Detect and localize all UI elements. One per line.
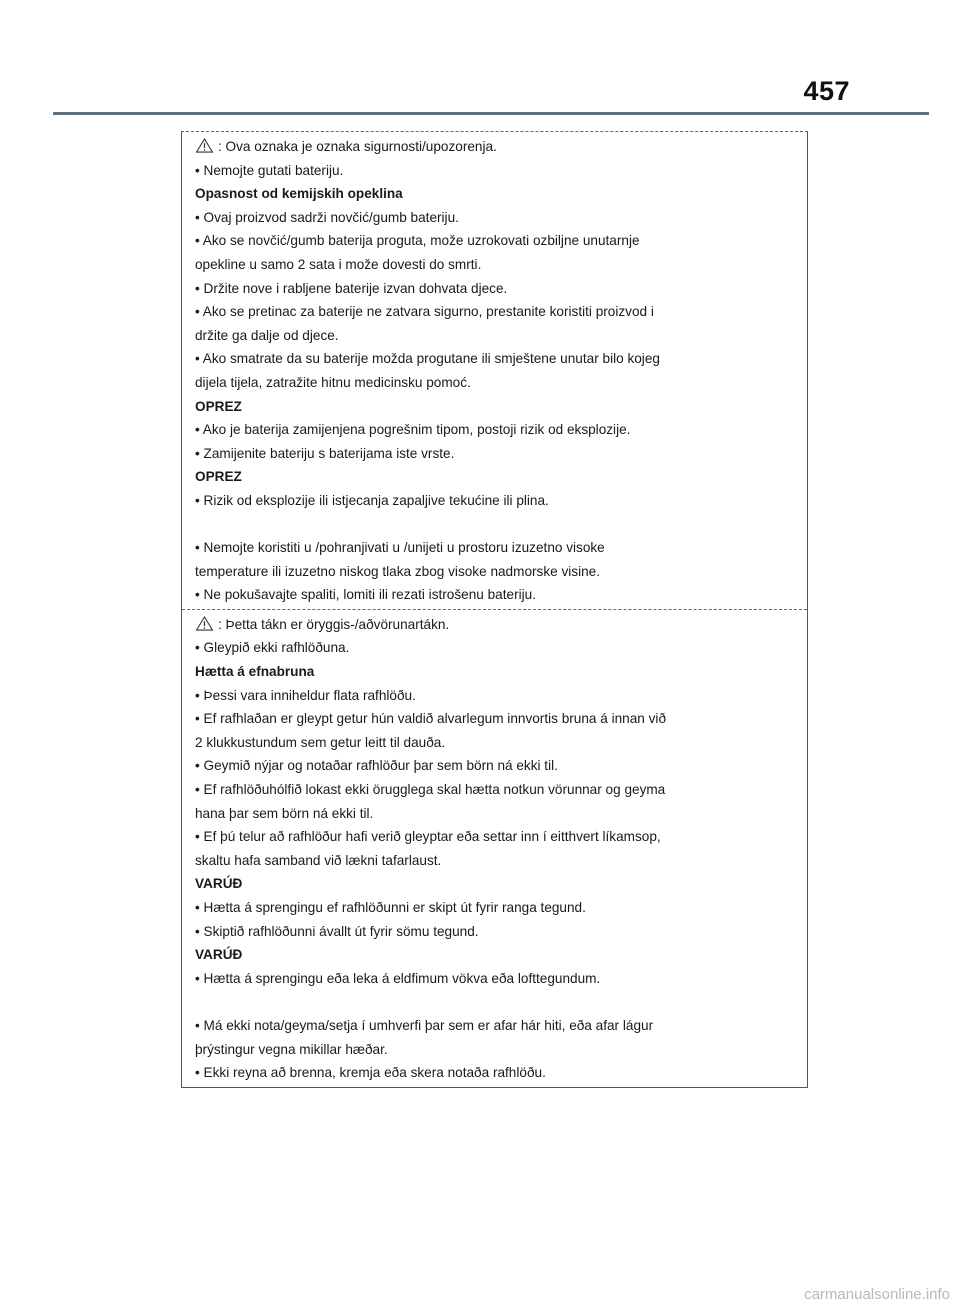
blank-line <box>195 990 797 1014</box>
body-line: • Ekki reyna að brenna, kremja eða skera notaða rafhlöðu. <box>195 1065 546 1081</box>
symbol-definition-text: : Þetta tákn er öryggis-/aðvörunartákn. <box>218 616 450 632</box>
section-heading: VARÚÐ <box>195 947 243 963</box>
warning-triangle-icon <box>195 616 214 631</box>
symbol-definition-text: : Ova oznaka je oznaka sigurnosti/upozorenja. <box>218 139 497 154</box>
page-number: 457 <box>803 76 850 106</box>
body-line: temperature ili izuzetno niskog tlaka zbog visoke nadmorske visine. <box>195 563 600 579</box>
body-line: • Držite nove i rabljene baterije izvan dohvata djece. <box>195 280 508 296</box>
battery-warning-box <box>181 131 808 1088</box>
body-line: • Ef rafhlaðan er gleypt getur hún valdið alvarlegum innvortis bruna á innan við <box>195 711 667 727</box>
body-line: • Hætta á sprengingu ef rafhlöðunni er skipt út fyrir ranga tegund. <box>195 900 586 915</box>
croatian-warning-section <box>182 132 807 609</box>
body-line: • Hætta á sprengingu eða leka á eldfimum vökva eða lofttegundum. <box>195 970 601 986</box>
symbol-definition-line <box>195 135 797 159</box>
body-line: • Rizik od eksplozije ili istjecanja zapaljive tekućine ili plina. <box>195 492 549 508</box>
section-heading: VARÚÐ <box>195 876 243 892</box>
body-line: • Þessi vara inniheldur flata rafhlöðu. <box>195 687 416 703</box>
header-rule <box>53 112 929 115</box>
body-line: • Zamijenite bateriju s baterijama iste vrste. <box>195 445 455 461</box>
symbol-definition-line <box>195 613 797 637</box>
body-line: • Ovaj proizvod sadrži novčić/gumb bateriju. <box>195 209 459 225</box>
body-line: držite ga dalje od djece. <box>195 327 339 343</box>
body-line: • Ef rafhlöðuhólfið lokast ekki örugglega skal hætta notkun vörunnar og geyma <box>195 782 666 798</box>
blank-line <box>195 513 797 537</box>
body-line: • Ako se novčić/gumb baterija proguta, može uzrokovati ozbiljne unutarnje <box>195 233 640 249</box>
body-line: • Nemojte koristiti u /pohranjivati u /unijeti u prostoru izuzetno visoke <box>195 540 605 556</box>
warning-triangle-icon <box>195 138 214 153</box>
body-line: • Skiptið rafhlöðunni ávallt út fyrir sömu tegund. <box>195 923 479 939</box>
body-line: skaltu hafa samband við lækni tafarlaust. <box>195 852 442 868</box>
watermark: carmanualsonline.info <box>804 1286 950 1303</box>
body-line: • Ako se pretinac za baterije ne zatvara sigurno, prestanite koristiti proizvod i <box>195 304 654 320</box>
body-line: • Ef þú telur að rafhlöður hafi verið gleyptar eða settar inn í eitthvert líkamsop, <box>195 829 661 845</box>
section-heading: Hætta á efnabruna <box>195 664 315 680</box>
body-line: dijela tijela, zatražite hitnu medicinsku pomoć. <box>195 374 471 390</box>
body-line: opekline u samo 2 sata i može dovesti do smrti. <box>195 256 482 272</box>
body-line: • Geymið nýjar og notaðar rafhlöður þar sem börn ná ekki til. <box>195 758 558 774</box>
body-line: þrýstingur vegna mikillar hæðar. <box>195 1041 388 1057</box>
body-line: 2 klukkustundum sem getur leitt til dauða. <box>195 734 446 750</box>
icelandic-warning-section <box>182 609 807 1087</box>
section-heading: OPREZ <box>195 398 242 414</box>
body-line: • Nemojte gutati bateriju. <box>195 162 344 178</box>
body-line: • Ako je baterija zamijenjena pogrešnim tipom, postoji rizik od eksplozije. <box>195 422 631 438</box>
body-line: • Ne pokušavajte spaliti, lomiti ili rezati istrošenu bateriju. <box>195 587 536 603</box>
body-line: hana þar sem börn ná ekki til. <box>195 805 374 821</box>
section-heading: OPREZ <box>195 469 242 485</box>
section-heading: Opasnost od kemijskih opeklina <box>195 186 403 202</box>
body-line: • Gleypið ekki rafhlöðuna. <box>195 640 350 656</box>
body-line: • Ako smatrate da su baterije možda progutane ili smještene unutar bilo kojeg <box>195 351 660 367</box>
body-line: • Má ekki nota/geyma/setja í umhverfi þar sem er afar hár hiti, eða afar lágur <box>195 1017 654 1033</box>
